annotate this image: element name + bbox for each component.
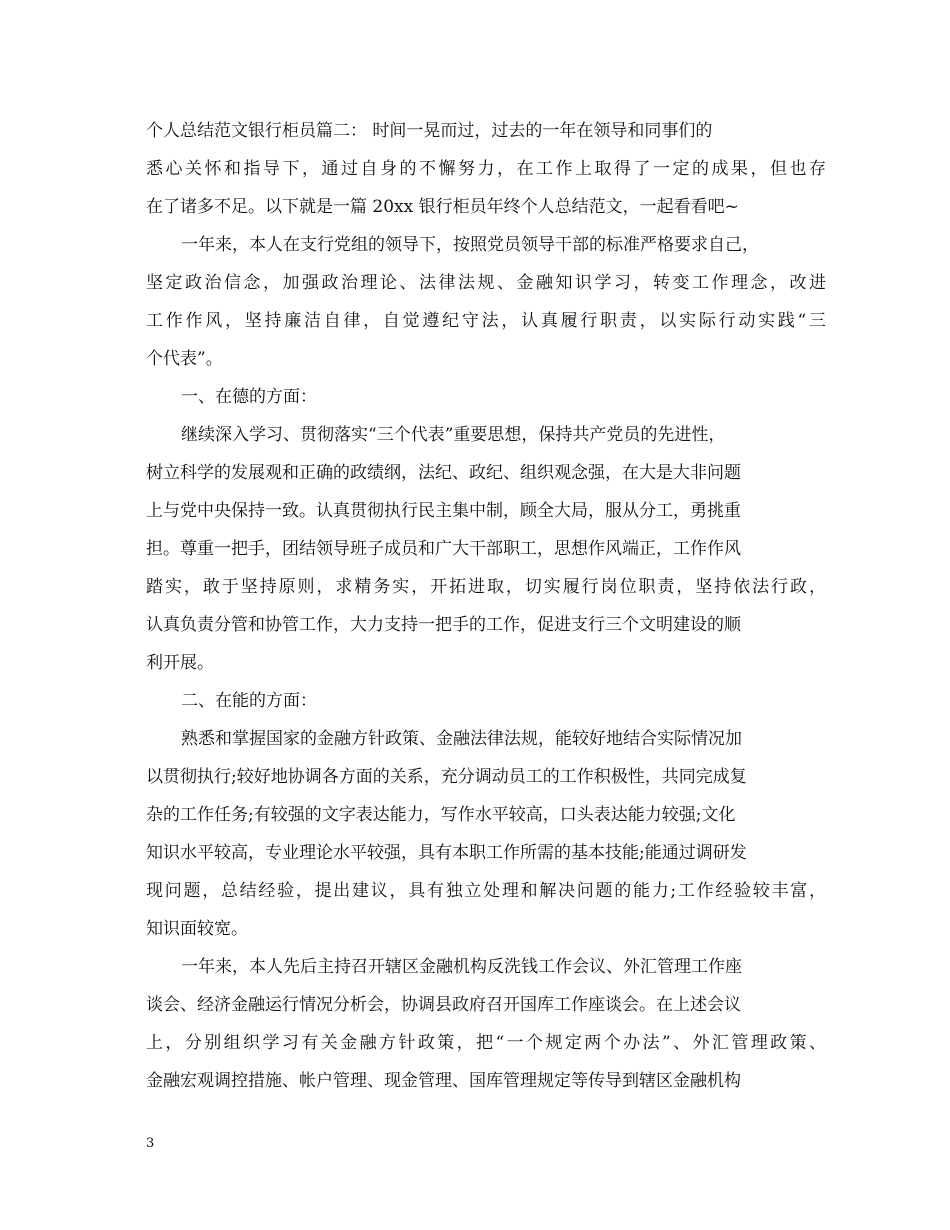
text-line: 个代表”。 — [146, 349, 223, 369]
text-line: 一年来，本人在支行党组的领导下，按照党员领导干部的标准严格要求自己， — [181, 235, 759, 255]
text-line: 悉心关怀和指导下，通过自身的不懈努力，在工作上取得了一定的成果，但也存 — [146, 159, 826, 179]
text-line: 坚定政治信念，加强政治理论、法律法规、金融知识学习，转变工作理念，改进 — [146, 273, 826, 293]
text-line: 担。尊重一把手，团结领导班子成员和广大干部职工，思想作风端正，工作作风 — [146, 539, 741, 559]
text-line: 谈会、经济金融运行情况分析会，协调县政府召开国库工作座谈会。在上述会议 — [146, 995, 741, 1015]
text-line: 知识面较宽。 — [146, 919, 248, 939]
text-line: 树立科学的发展观和正确的政绩纲，法纪、政纪、组织观念强，在大是大非问题 — [146, 463, 741, 483]
text-line: 杂的工作任务;有较强的文字表达能力，写作水平较高，口头表达能力较强;文化 — [146, 805, 736, 825]
text-line: 工作作风，坚持廉洁自律，自觉遵纪守法，认真履行职责，以实际行动实践“三 — [146, 311, 826, 331]
text-line: 金融宏观调控措施、帐户管理、现金管理、国库管理规定等传导到辖区金融机构 — [146, 1071, 741, 1091]
text-line: 知识水平较高，专业理论水平较强，具有本职工作所需的基本技能;能通过调研发 — [146, 843, 747, 863]
text-line: 一、在德的方面： — [181, 387, 317, 407]
text-line: 现问题，总结经验，提出建议，具有独立处理和解决问题的能力;工作经验较丰富， — [146, 881, 826, 901]
text-line: 认真负责分管和协管工作，大力支持一把手的工作，促进支行三个文明建设的顺 — [146, 615, 741, 635]
text-line: 熟悉和掌握国家的金融方针政策、金融法律法规，能较好地结合实际情况加 — [181, 729, 742, 749]
text-line: 继续深入学习、贯彻落实“三个代表”重要思想，保持共产党员的先进性， — [181, 425, 726, 445]
page-number: 3 — [146, 1136, 155, 1151]
text-line: 个人总结范文银行柜员篇二： 时间一晃而过，过去的一年在领导和同事们的 — [146, 121, 713, 141]
text-line: 利开展。 — [146, 653, 214, 673]
document-body — [146, 112, 826, 1100]
text-line: 在了诸多不足。以下就是一篇 20xx 银行柜员年终个人总结范文，一起看看吧~ — [146, 197, 739, 217]
text-line: 上，分别组织学习有关金融方针政策，把“一个规定两个办法”、外汇管理政策、 — [146, 1033, 826, 1053]
text-line: 上与党中央保持一致。认真贯彻执行民主集中制，顾全大局，服从分工，勇挑重 — [146, 501, 741, 521]
text-line: 踏实，敢于坚持原则，求精务实，开拓进取，切实履行岗位职责，坚持依法行政， — [146, 577, 826, 597]
text-line: 一年来，本人先后主持召开辖区金融机构反洗钱工作会议、外汇管理工作座 — [181, 957, 742, 977]
text-line: 以贯彻执行;较好地协调各方面的关系，充分调动员工的工作积极性，共同完成复 — [146, 767, 747, 787]
text-line: 二、在能的方面： — [181, 691, 317, 711]
